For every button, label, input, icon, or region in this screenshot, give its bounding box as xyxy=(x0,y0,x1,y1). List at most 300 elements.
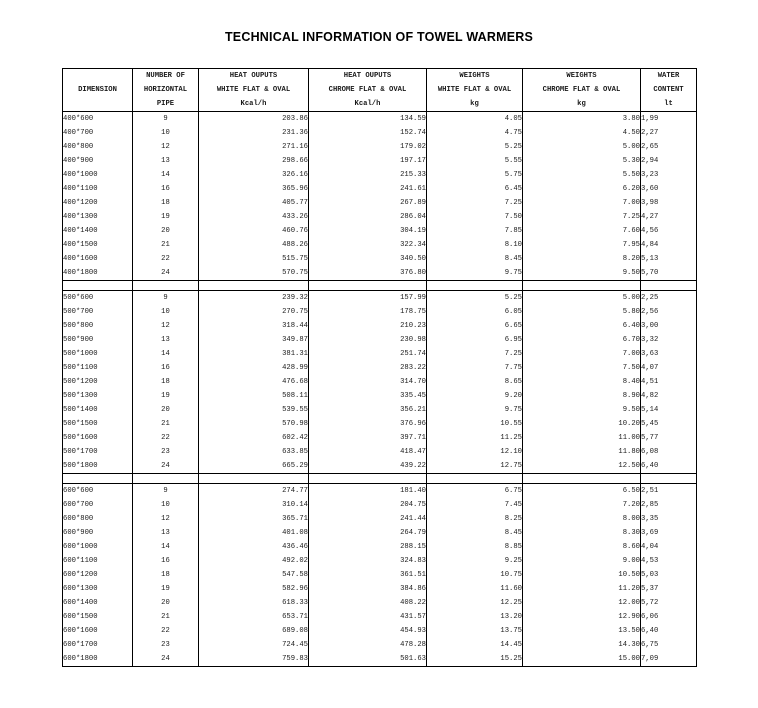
column-header-line: kg xyxy=(577,100,586,108)
column-header-line: HEAT OUPUTS xyxy=(229,72,278,80)
column-header-heat-outputs-chrome xyxy=(309,69,427,112)
cell-water-content: 2,56 xyxy=(641,305,697,319)
column-header-line: Kcal/h xyxy=(354,100,381,108)
column-header-line: HORIZONTAL xyxy=(143,86,188,94)
cell-water-content: 3,98 xyxy=(641,196,697,210)
cell-heat-output-white: 365.96 xyxy=(199,182,309,196)
cell-weight-white: 8.10 xyxy=(427,238,523,252)
cell-dimension: 600*1800 xyxy=(63,652,133,667)
table-body xyxy=(63,112,697,667)
cell-heat-output-chrome: 397.71 xyxy=(309,431,427,445)
cell-water-content: 3,60 xyxy=(641,182,697,196)
cell-weight-chrome: 5.00 xyxy=(523,291,641,306)
column-header-line: WEIGHTS xyxy=(459,72,490,80)
cell-dimension: 600*800 xyxy=(63,512,133,526)
table-row xyxy=(63,554,697,568)
table-row xyxy=(63,484,697,499)
separator-cell xyxy=(133,474,199,484)
cell-weight-white: 7.25 xyxy=(427,196,523,210)
cell-horizontal-pipe: 20 xyxy=(133,596,199,610)
cell-dimension: 400*1300 xyxy=(63,210,133,224)
cell-water-content: 5,70 xyxy=(641,266,697,281)
cell-weight-white: 6.95 xyxy=(427,333,523,347)
cell-heat-output-white: 665.29 xyxy=(199,459,309,474)
cell-heat-output-white: 570.75 xyxy=(199,266,309,281)
cell-dimension: 500*1600 xyxy=(63,431,133,445)
cell-weight-chrome: 4.50 xyxy=(523,126,641,140)
cell-horizontal-pipe: 23 xyxy=(133,445,199,459)
cell-dimension: 500*700 xyxy=(63,305,133,319)
cell-weight-chrome: 7.50 xyxy=(523,361,641,375)
cell-heat-output-chrome: 322.34 xyxy=(309,238,427,252)
cell-weight-white: 11.60 xyxy=(427,582,523,596)
separator-cell xyxy=(427,474,523,484)
column-header-line: CONTENT xyxy=(653,86,684,94)
cell-weight-white: 6.65 xyxy=(427,319,523,333)
cell-heat-output-chrome: 454.93 xyxy=(309,624,427,638)
column-header-line: NUMBER OF xyxy=(146,72,185,80)
cell-dimension: 600*1300 xyxy=(63,582,133,596)
column-header-line: HEAT OUPUTS xyxy=(343,72,392,80)
column-header-line: WHITE FLAT & OVAL xyxy=(437,86,512,94)
cell-dimension: 400*1000 xyxy=(63,168,133,182)
cell-heat-output-white: 539.55 xyxy=(199,403,309,417)
cell-dimension: 400*1100 xyxy=(63,182,133,196)
cell-water-content: 4,27 xyxy=(641,210,697,224)
table-row xyxy=(63,291,697,306)
table-row xyxy=(63,582,697,596)
cell-horizontal-pipe: 14 xyxy=(133,540,199,554)
separator-cell xyxy=(309,281,427,291)
cell-weight-chrome: 5.50 xyxy=(523,168,641,182)
table-row xyxy=(63,196,697,210)
cell-heat-output-white: 582.96 xyxy=(199,582,309,596)
cell-weight-chrome: 14.30 xyxy=(523,638,641,652)
table-row xyxy=(63,375,697,389)
cell-horizontal-pipe: 13 xyxy=(133,333,199,347)
cell-horizontal-pipe: 18 xyxy=(133,196,199,210)
cell-heat-output-white: 349.87 xyxy=(199,333,309,347)
cell-horizontal-pipe: 20 xyxy=(133,403,199,417)
cell-heat-output-chrome: 241.44 xyxy=(309,512,427,526)
table-row xyxy=(63,526,697,540)
column-header-line: WHITE FLAT & OVAL xyxy=(216,86,291,94)
separator-cell xyxy=(199,281,309,291)
cell-horizontal-pipe: 22 xyxy=(133,252,199,266)
cell-heat-output-chrome: 376.80 xyxy=(309,266,427,281)
cell-dimension: 500*1300 xyxy=(63,389,133,403)
cell-heat-output-chrome: 204.75 xyxy=(309,498,427,512)
cell-heat-output-white: 508.11 xyxy=(199,389,309,403)
table-group-separator xyxy=(63,281,697,291)
cell-water-content: 3,35 xyxy=(641,512,697,526)
cell-water-content: 4,56 xyxy=(641,224,697,238)
cell-water-content: 5,13 xyxy=(641,252,697,266)
cell-heat-output-white: 602.42 xyxy=(199,431,309,445)
cell-heat-output-white: 401.08 xyxy=(199,526,309,540)
cell-water-content: 3,63 xyxy=(641,347,697,361)
cell-dimension: 500*1800 xyxy=(63,459,133,474)
cell-weight-white: 6.75 xyxy=(427,484,523,499)
cell-dimension: 400*1400 xyxy=(63,224,133,238)
column-header-dimension xyxy=(63,69,133,112)
table-row xyxy=(63,154,697,168)
cell-weight-white: 10.75 xyxy=(427,568,523,582)
cell-horizontal-pipe: 18 xyxy=(133,568,199,582)
cell-dimension: 600*1200 xyxy=(63,568,133,582)
cell-water-content: 5,03 xyxy=(641,568,697,582)
cell-water-content: 5,45 xyxy=(641,417,697,431)
cell-weight-white: 7.75 xyxy=(427,361,523,375)
cell-water-content: 6,08 xyxy=(641,445,697,459)
cell-horizontal-pipe: 16 xyxy=(133,554,199,568)
cell-horizontal-pipe: 24 xyxy=(133,459,199,474)
cell-weight-chrome: 15.00 xyxy=(523,652,641,667)
cell-horizontal-pipe: 10 xyxy=(133,498,199,512)
cell-water-content: 5,14 xyxy=(641,403,697,417)
cell-weight-white: 8.45 xyxy=(427,252,523,266)
cell-weight-chrome: 3.80 xyxy=(523,112,641,127)
cell-heat-output-white: 428.99 xyxy=(199,361,309,375)
separator-cell xyxy=(641,281,697,291)
cell-heat-output-chrome: 179.02 xyxy=(309,140,427,154)
column-header-line: CHROME FLAT & OVAL xyxy=(328,86,407,94)
cell-horizontal-pipe: 13 xyxy=(133,154,199,168)
cell-heat-output-white: 310.14 xyxy=(199,498,309,512)
cell-heat-output-chrome: 181.40 xyxy=(309,484,427,499)
cell-horizontal-pipe: 22 xyxy=(133,431,199,445)
cell-weight-white: 9.75 xyxy=(427,403,523,417)
cell-weight-white: 11.25 xyxy=(427,431,523,445)
cell-water-content: 6,75 xyxy=(641,638,697,652)
cell-weight-white: 9.75 xyxy=(427,266,523,281)
cell-dimension: 500*1700 xyxy=(63,445,133,459)
cell-dimension: 500*600 xyxy=(63,291,133,306)
cell-weight-white: 12.10 xyxy=(427,445,523,459)
column-header-horizontal-pipe xyxy=(133,69,199,112)
table-row xyxy=(63,431,697,445)
cell-weight-white: 5.75 xyxy=(427,168,523,182)
cell-horizontal-pipe: 10 xyxy=(133,126,199,140)
cell-water-content: 4,04 xyxy=(641,540,697,554)
cell-weight-white: 7.85 xyxy=(427,224,523,238)
separator-cell xyxy=(309,474,427,484)
cell-heat-output-chrome: 384.86 xyxy=(309,582,427,596)
table-row xyxy=(63,168,697,182)
cell-heat-output-chrome: 478.28 xyxy=(309,638,427,652)
cell-dimension: 500*900 xyxy=(63,333,133,347)
cell-weight-chrome: 9.00 xyxy=(523,554,641,568)
cell-dimension: 500*1500 xyxy=(63,417,133,431)
cell-weight-chrome: 11.80 xyxy=(523,445,641,459)
cell-water-content: 3,69 xyxy=(641,526,697,540)
cell-heat-output-chrome: 157.99 xyxy=(309,291,427,306)
cell-heat-output-white: 570.98 xyxy=(199,417,309,431)
cell-weight-chrome: 8.40 xyxy=(523,375,641,389)
cell-heat-output-chrome: 197.17 xyxy=(309,154,427,168)
cell-dimension: 400*1600 xyxy=(63,252,133,266)
cell-heat-output-chrome: 418.47 xyxy=(309,445,427,459)
cell-heat-output-white: 515.75 xyxy=(199,252,309,266)
cell-dimension: 500*800 xyxy=(63,319,133,333)
cell-water-content: 7,09 xyxy=(641,652,697,667)
table-row xyxy=(63,112,697,127)
cell-dimension: 600*1400 xyxy=(63,596,133,610)
cell-weight-chrome: 12.00 xyxy=(523,596,641,610)
cell-weight-white: 13.75 xyxy=(427,624,523,638)
cell-dimension: 600*1600 xyxy=(63,624,133,638)
cell-dimension: 500*1200 xyxy=(63,375,133,389)
cell-water-content: 2,51 xyxy=(641,484,697,499)
cell-water-content: 4,84 xyxy=(641,238,697,252)
cell-weight-chrome: 7.00 xyxy=(523,347,641,361)
cell-horizontal-pipe: 24 xyxy=(133,652,199,667)
cell-weight-white: 5.55 xyxy=(427,154,523,168)
cell-weight-chrome: 7.00 xyxy=(523,196,641,210)
cell-heat-output-white: 436.46 xyxy=(199,540,309,554)
cell-heat-output-chrome: 356.21 xyxy=(309,403,427,417)
cell-heat-output-white: 724.45 xyxy=(199,638,309,652)
cell-weight-white: 9.25 xyxy=(427,554,523,568)
cell-weight-white: 8.45 xyxy=(427,526,523,540)
table-row xyxy=(63,126,697,140)
table-row xyxy=(63,568,697,582)
cell-water-content: 2,85 xyxy=(641,498,697,512)
cell-weight-chrome: 9.50 xyxy=(523,266,641,281)
cell-heat-output-white: 653.71 xyxy=(199,610,309,624)
cell-horizontal-pipe: 19 xyxy=(133,389,199,403)
table-row xyxy=(63,610,697,624)
cell-weight-chrome: 12.90 xyxy=(523,610,641,624)
table-row xyxy=(63,389,697,403)
cell-water-content: 4,82 xyxy=(641,389,697,403)
cell-water-content: 4,51 xyxy=(641,375,697,389)
table-row xyxy=(63,305,697,319)
cell-horizontal-pipe: 21 xyxy=(133,417,199,431)
cell-heat-output-white: 460.76 xyxy=(199,224,309,238)
table-row xyxy=(63,596,697,610)
cell-heat-output-chrome: 286.04 xyxy=(309,210,427,224)
cell-heat-output-white: 203.86 xyxy=(199,112,309,127)
table-header xyxy=(63,69,697,112)
cell-weight-white: 9.20 xyxy=(427,389,523,403)
cell-dimension: 500*1100 xyxy=(63,361,133,375)
cell-weight-chrome: 7.25 xyxy=(523,210,641,224)
column-header-heat-outputs-white xyxy=(199,69,309,112)
document-page xyxy=(0,30,758,667)
cell-horizontal-pipe: 16 xyxy=(133,361,199,375)
cell-heat-output-white: 405.77 xyxy=(199,196,309,210)
cell-water-content: 3,00 xyxy=(641,319,697,333)
table-row xyxy=(63,512,697,526)
column-header-line: PIPE xyxy=(156,100,175,108)
cell-heat-output-chrome: 324.83 xyxy=(309,554,427,568)
cell-weight-chrome: 8.30 xyxy=(523,526,641,540)
cell-horizontal-pipe: 24 xyxy=(133,266,199,281)
cell-weight-chrome: 12.50 xyxy=(523,459,641,474)
cell-weight-chrome: 6.50 xyxy=(523,484,641,499)
cell-horizontal-pipe: 9 xyxy=(133,291,199,306)
column-header-line: CHROME FLAT & OVAL xyxy=(542,86,621,94)
column-header-line: lt xyxy=(664,100,673,108)
cell-heat-output-chrome: 288.15 xyxy=(309,540,427,554)
cell-weight-white: 5.25 xyxy=(427,140,523,154)
cell-weight-chrome: 5.30 xyxy=(523,154,641,168)
separator-cell xyxy=(523,474,641,484)
cell-weight-white: 7.50 xyxy=(427,210,523,224)
cell-dimension: 400*1800 xyxy=(63,266,133,281)
table-row xyxy=(63,140,697,154)
table-row xyxy=(63,361,697,375)
cell-heat-output-chrome: 304.19 xyxy=(309,224,427,238)
separator-cell xyxy=(641,474,697,484)
cell-water-content: 6,06 xyxy=(641,610,697,624)
column-header-water-content xyxy=(641,69,697,112)
table-header-row xyxy=(63,69,697,112)
table-row xyxy=(63,652,697,667)
cell-water-content: 5,72 xyxy=(641,596,697,610)
cell-horizontal-pipe: 21 xyxy=(133,238,199,252)
cell-weight-white: 14.45 xyxy=(427,638,523,652)
cell-weight-chrome: 11.20 xyxy=(523,582,641,596)
cell-dimension: 600*700 xyxy=(63,498,133,512)
cell-weight-chrome: 7.95 xyxy=(523,238,641,252)
separator-cell xyxy=(523,281,641,291)
cell-water-content: 6,40 xyxy=(641,459,697,474)
cell-weight-white: 6.45 xyxy=(427,182,523,196)
separator-cell xyxy=(199,474,309,484)
cell-dimension: 400*900 xyxy=(63,154,133,168)
cell-horizontal-pipe: 12 xyxy=(133,140,199,154)
cell-dimension: 600*1700 xyxy=(63,638,133,652)
cell-heat-output-white: 689.08 xyxy=(199,624,309,638)
cell-dimension: 400*1500 xyxy=(63,238,133,252)
cell-heat-output-white: 365.71 xyxy=(199,512,309,526)
cell-weight-white: 15.25 xyxy=(427,652,523,667)
cell-heat-output-chrome: 431.57 xyxy=(309,610,427,624)
cell-water-content: 2,65 xyxy=(641,140,697,154)
cell-weight-white: 12.25 xyxy=(427,596,523,610)
cell-weight-white: 13.20 xyxy=(427,610,523,624)
cell-weight-white: 6.05 xyxy=(427,305,523,319)
cell-water-content: 4,07 xyxy=(641,361,697,375)
cell-heat-output-white: 231.36 xyxy=(199,126,309,140)
cell-weight-white: 4.05 xyxy=(427,112,523,127)
cell-heat-output-chrome: 134.59 xyxy=(309,112,427,127)
cell-heat-output-white: 326.16 xyxy=(199,168,309,182)
cell-weight-chrome: 10.50 xyxy=(523,568,641,582)
cell-dimension: 600*900 xyxy=(63,526,133,540)
cell-horizontal-pipe: 12 xyxy=(133,319,199,333)
table-row xyxy=(63,266,697,281)
cell-heat-output-white: 318.44 xyxy=(199,319,309,333)
cell-water-content: 2,25 xyxy=(641,291,697,306)
cell-horizontal-pipe: 19 xyxy=(133,582,199,596)
cell-weight-chrome: 8.20 xyxy=(523,252,641,266)
cell-heat-output-white: 492.02 xyxy=(199,554,309,568)
table-row xyxy=(63,252,697,266)
cell-weight-white: 8.65 xyxy=(427,375,523,389)
cell-weight-white: 12.75 xyxy=(427,459,523,474)
cell-heat-output-white: 476.68 xyxy=(199,375,309,389)
cell-horizontal-pipe: 12 xyxy=(133,512,199,526)
cell-heat-output-chrome: 439.22 xyxy=(309,459,427,474)
cell-weight-chrome: 8.90 xyxy=(523,389,641,403)
cell-weight-chrome: 8.00 xyxy=(523,512,641,526)
cell-horizontal-pipe: 9 xyxy=(133,112,199,127)
cell-water-content: 5,77 xyxy=(641,431,697,445)
column-header-line: WEIGHTS xyxy=(566,72,597,80)
cell-heat-output-chrome: 335.45 xyxy=(309,389,427,403)
cell-weight-chrome: 13.50 xyxy=(523,624,641,638)
cell-heat-output-chrome: 340.50 xyxy=(309,252,427,266)
cell-weight-white: 5.25 xyxy=(427,291,523,306)
cell-heat-output-chrome: 210.23 xyxy=(309,319,427,333)
cell-heat-output-white: 488.26 xyxy=(199,238,309,252)
cell-weight-white: 8.85 xyxy=(427,540,523,554)
cell-weight-chrome: 10.20 xyxy=(523,417,641,431)
separator-cell xyxy=(63,474,133,484)
cell-weight-chrome: 8.60 xyxy=(523,540,641,554)
cell-weight-chrome: 5.80 xyxy=(523,305,641,319)
table-row xyxy=(63,540,697,554)
table-group-separator xyxy=(63,474,697,484)
cell-horizontal-pipe: 16 xyxy=(133,182,199,196)
cell-weight-white: 8.25 xyxy=(427,512,523,526)
cell-weight-chrome: 6.20 xyxy=(523,182,641,196)
cell-heat-output-chrome: 264.79 xyxy=(309,526,427,540)
specifications-table-container xyxy=(62,68,696,667)
cell-horizontal-pipe: 13 xyxy=(133,526,199,540)
cell-weight-chrome: 7.20 xyxy=(523,498,641,512)
cell-water-content: 5,37 xyxy=(641,582,697,596)
table-row xyxy=(63,210,697,224)
cell-dimension: 400*1200 xyxy=(63,196,133,210)
cell-water-content: 3,23 xyxy=(641,168,697,182)
cell-heat-output-white: 274.77 xyxy=(199,484,309,499)
cell-heat-output-chrome: 361.51 xyxy=(309,568,427,582)
cell-weight-chrome: 6.70 xyxy=(523,333,641,347)
cell-horizontal-pipe: 9 xyxy=(133,484,199,499)
cell-heat-output-white: 271.16 xyxy=(199,140,309,154)
table-row xyxy=(63,459,697,474)
cell-horizontal-pipe: 14 xyxy=(133,168,199,182)
cell-weight-white: 4.75 xyxy=(427,126,523,140)
cell-water-content: 2,94 xyxy=(641,154,697,168)
separator-cell xyxy=(133,281,199,291)
cell-horizontal-pipe: 22 xyxy=(133,624,199,638)
cell-dimension: 600*1100 xyxy=(63,554,133,568)
cell-heat-output-chrome: 178.75 xyxy=(309,305,427,319)
table-row xyxy=(63,347,697,361)
cell-water-content: 3,32 xyxy=(641,333,697,347)
cell-heat-output-white: 298.66 xyxy=(199,154,309,168)
cell-heat-output-white: 633.85 xyxy=(199,445,309,459)
cell-water-content: 1,99 xyxy=(641,112,697,127)
cell-heat-output-chrome: 241.61 xyxy=(309,182,427,196)
cell-heat-output-chrome: 376.96 xyxy=(309,417,427,431)
column-header-line: Kcal/h xyxy=(240,100,267,108)
cell-water-content: 6,40 xyxy=(641,624,697,638)
cell-heat-output-chrome: 152.74 xyxy=(309,126,427,140)
cell-heat-output-white: 381.31 xyxy=(199,347,309,361)
cell-heat-output-chrome: 251.74 xyxy=(309,347,427,361)
table-row xyxy=(63,638,697,652)
table-row xyxy=(63,403,697,417)
cell-dimension: 500*1000 xyxy=(63,347,133,361)
cell-heat-output-chrome: 408.22 xyxy=(309,596,427,610)
cell-heat-output-white: 618.33 xyxy=(199,596,309,610)
